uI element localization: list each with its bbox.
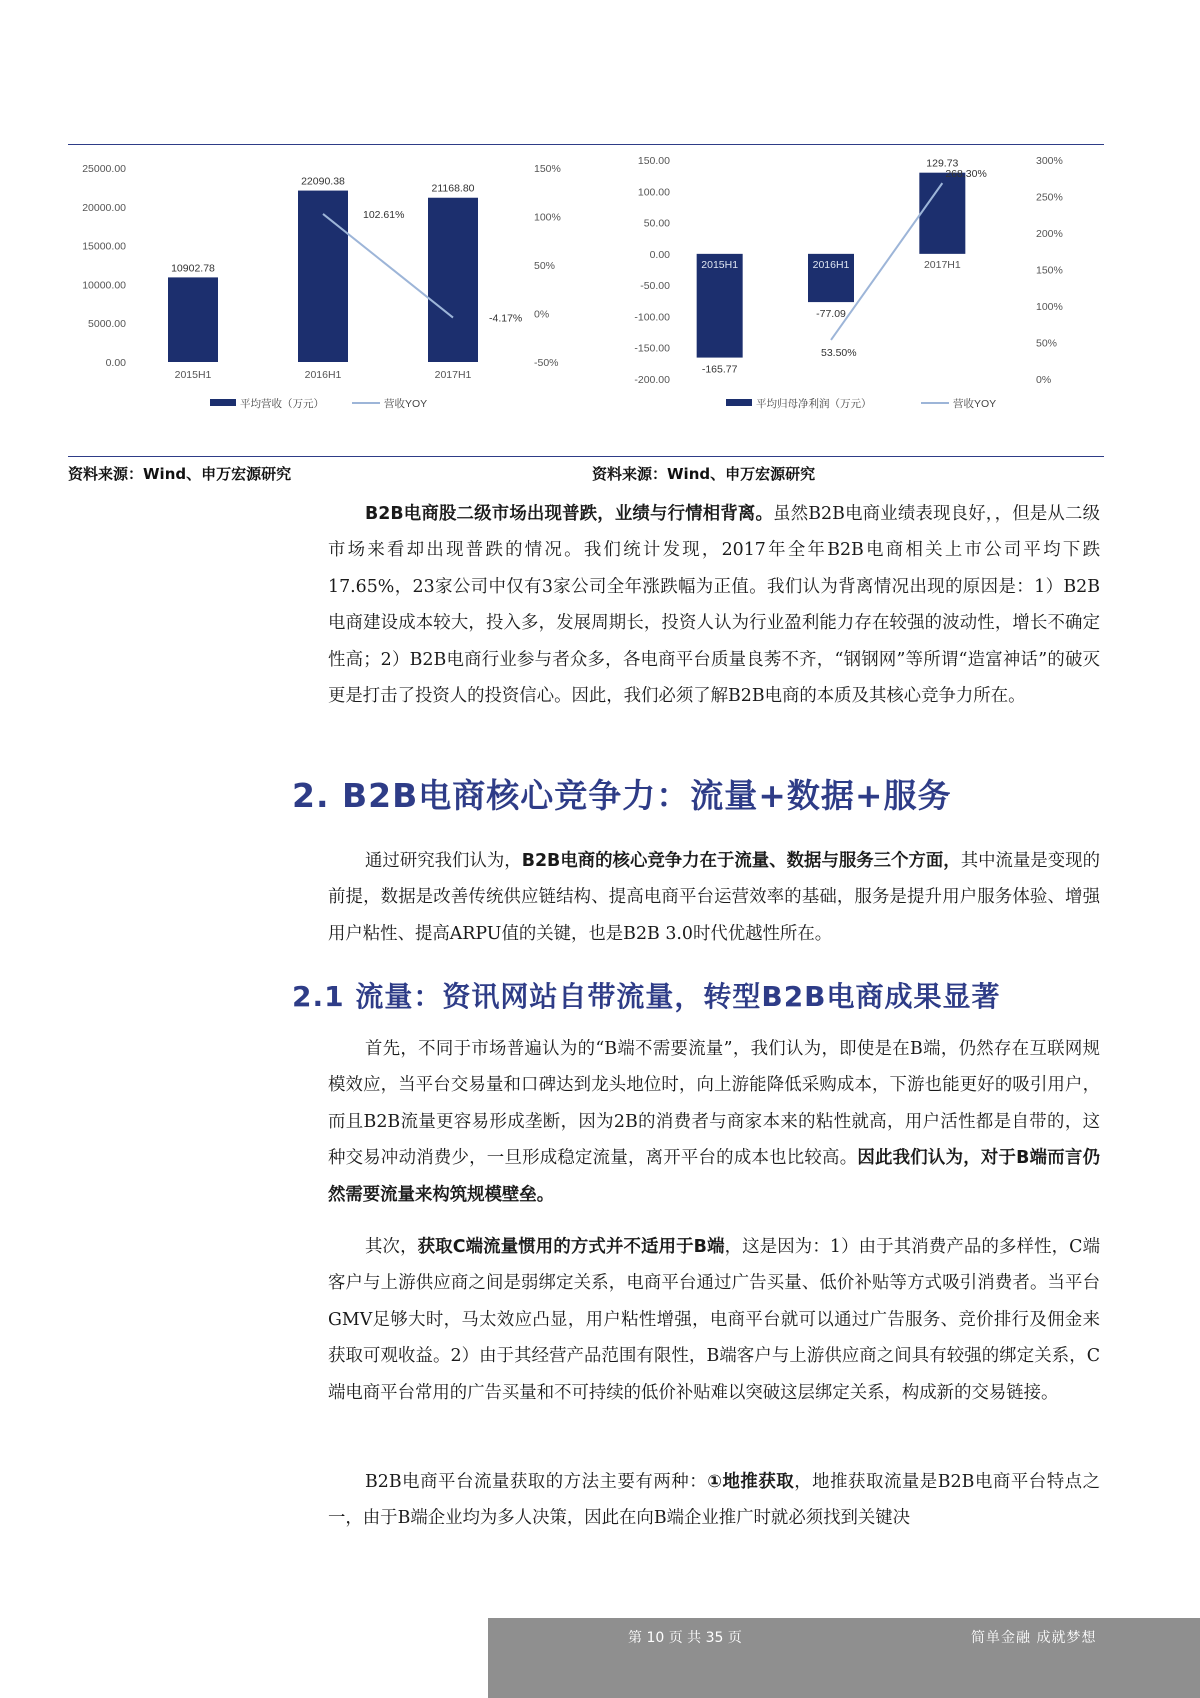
- right-axis-tick: 0%: [534, 308, 550, 321]
- paragraph-text-post: ，地推获取流量是B2B电商平台特点之一，由于B端企业均为多人决策，因此在向B端企业推广时就必须找到关键决: [328, 1472, 1100, 1529]
- right-axis-tick: -50%: [534, 357, 559, 369]
- paragraph-traffic-second: [328, 1229, 1100, 1411]
- page-number: 第 10 页 共 35 页: [628, 1630, 742, 1646]
- paragraph-text-pre: 通过研究我们认为，: [365, 851, 522, 871]
- left-axis-tick: -100.00: [634, 311, 670, 324]
- category-tick-label: 2015H1: [174, 369, 212, 381]
- paragraph-bold: B2B电商的核心竞争力在于流量、数据与服务三个方面，: [521, 851, 961, 871]
- top-rule: [68, 144, 1104, 145]
- category-tick-label: 2017H1: [923, 258, 961, 271]
- left-chart-svg: [68, 150, 588, 420]
- source-left: 资料来源：Wind、申万宏源研究: [68, 465, 292, 483]
- bar-data-label: 10902.78: [171, 262, 215, 275]
- left-axis-tick: 5000.00: [88, 318, 126, 331]
- legend-bar-label: 平均营收（万元）: [240, 398, 324, 410]
- right-axis-tick: 200%: [1036, 228, 1063, 240]
- bar-data-label: 129.73: [926, 157, 959, 170]
- category-tick-label: 2017H1: [434, 369, 472, 381]
- paragraph-traffic-first: [328, 1031, 1100, 1213]
- right-axis-tick: 300%: [1036, 155, 1063, 167]
- right-axis-tick: 0%: [1036, 374, 1052, 386]
- legend-bar-label: 平均归母净利润（万元）: [756, 398, 872, 410]
- left-axis-tick: 0.00: [105, 357, 126, 369]
- right-chart: [618, 150, 1108, 424]
- left-axis-tick: -50.00: [640, 280, 670, 293]
- source-right: 资料来源：Wind、申万宏源研究: [592, 465, 816, 483]
- legend-bar-swatch: [210, 399, 236, 406]
- left-axis-tick: 100.00: [637, 186, 670, 199]
- category-tick-label: 2016H1: [812, 258, 850, 271]
- page-footer: [488, 1618, 1200, 1698]
- left-axis-tick: 50.00: [643, 217, 670, 230]
- left-axis-tick: 150.00: [637, 155, 670, 167]
- left-axis-tick: 10000.00: [82, 279, 126, 292]
- bar: [298, 191, 348, 362]
- left-axis-tick: -200.00: [634, 374, 670, 386]
- left-chart: [68, 150, 588, 424]
- right-axis-tick: 150%: [534, 163, 561, 175]
- paragraph-bold-conclusion: 因此我们认为，对于B端而言仍然需要流量来构筑规模壁垒。: [328, 1148, 1100, 1205]
- legend-line-label: 营收YOY: [384, 398, 428, 410]
- right-axis-tick: 100%: [1036, 301, 1063, 313]
- paragraph-text-pre: B2B电商平台流量获取的方法主要有两种：: [365, 1472, 708, 1492]
- subsection-heading-traffic: 2.1 流量：资讯网站自带流量，转型B2B电商成果显著: [292, 980, 1001, 1013]
- paragraph-bold: ①地推获取: [707, 1472, 795, 1492]
- paragraph-core-competitiveness: [328, 843, 1100, 952]
- paragraph-text: 虽然B2B电商业绩表现良好，，但是从二级市场来看却出现普跌的情况。我们统计发现，2017年全年B2B电商相关上市公司平均下跌17.65%，23家公司中仅有3家公司全年涨跌幅为正值。我们认为背离情况出现的原因是：1）B2B电商建设成本较大，投入多，发展周期长，投资人认为行业盈利能力存在较强的波动性，增长不确定性高；2）B2B电商行业参与者众多，各电商平台质量良莠不齐，“钢钢网”等所谓“造富神话”的破灭更是打击了投资人的投资信心。因此，我们必须了解B2B电商的本质及其核心竞争力所在。: [328, 504, 1100, 707]
- paragraph-text-post: 其中流量是变现的前提，数据是改善传统供应链结构、提高电商平台运营效率的基础，服务是提升用户服务体验、增强用户粘性、提高ARPU值的关键，也是B2B 3.0时代优越性所在。: [328, 851, 1100, 944]
- paragraph-text-post: ，这是因为：1）由于其消费产品的多样性，C端客户与上游供应商之间是弱绑定关系，电商平台通过广告买量、低价补贴等方式吸引消费者。当平台GMV足够大时，马太效应凸显，用户粘性增强，电商平台就可以通过广告服务、竞价排行及佣金来获取可观收益。2）由于其经营产品范围有限性，B端客户与上游供应商之间具有较强的绑定关系，C端电商平台常用的广告买量和不可持续的低价补贴难以突破这层绑定关系，构成新的交易链接。: [328, 1237, 1100, 1403]
- right-axis-tick: 50%: [1036, 337, 1058, 350]
- bar-data-label: -165.77: [701, 363, 738, 376]
- paragraph-text: 首先，不同于市场普遍认为的“B端不需要流量”，我们认为，即使是在B端，仍然存在互联网规模效应，当平台交易量和口碑达到龙头地位时，向上游能降低采购成本，下游也能更好的吸引用户，而且B2B流量更容易形成垄断，因为2B的消费者与商家本来的粘性就高，用户活性都是自带的，这种交易冲动消费少，一旦形成稳定流量，离开平台的成本也比较高。: [328, 1039, 1100, 1169]
- paragraph-text-pre: 其次，: [365, 1237, 418, 1257]
- bar-data-label: 21168.80: [431, 182, 475, 195]
- left-axis-tick: 20000.00: [82, 201, 126, 214]
- left-axis-tick: 0.00: [649, 248, 670, 261]
- line-data-label: 102.61%: [363, 208, 405, 221]
- paragraph-traffic-methods: [328, 1464, 1100, 1537]
- legend-bar-swatch: [726, 399, 752, 406]
- footer-motto: 简单金融 成就梦想: [971, 1630, 1097, 1646]
- right-chart-svg: [618, 150, 1108, 420]
- paragraph-market-divergence: [328, 496, 1100, 714]
- bottom-rule: [68, 456, 1104, 457]
- line-data-label: 53.50%: [821, 346, 857, 359]
- bar: [168, 277, 218, 362]
- category-tick-label: 2015H1: [701, 258, 739, 271]
- section-heading-core-competitiveness: 2. B2B电商核心竞争力：流量+数据+服务: [292, 776, 952, 815]
- category-tick-label: 2016H1: [304, 369, 342, 381]
- right-axis-tick: 50%: [534, 260, 556, 272]
- paragraph-bold: 获取C端流量惯用的方式并不适用于B端: [417, 1237, 725, 1257]
- right-axis-tick: 150%: [1036, 264, 1063, 277]
- bar-data-label: -77.09: [816, 308, 846, 321]
- right-axis-tick: 250%: [1036, 191, 1063, 204]
- paragraph-bold-lead: B2B电商股二级市场出现普跌，业绩与行情相背离。: [365, 504, 774, 524]
- legend-line-label: 营收YOY: [953, 398, 997, 410]
- left-axis-tick: -150.00: [634, 342, 670, 355]
- line-data-label: -4.17%: [489, 312, 523, 325]
- left-axis-tick: 25000.00: [82, 163, 126, 175]
- bar: [428, 198, 478, 362]
- bar-data-label: 22090.38: [301, 175, 345, 188]
- line-data-label: 268.30%: [945, 168, 987, 181]
- right-axis-tick: 100%: [534, 211, 561, 224]
- left-axis-tick: 15000.00: [82, 240, 126, 253]
